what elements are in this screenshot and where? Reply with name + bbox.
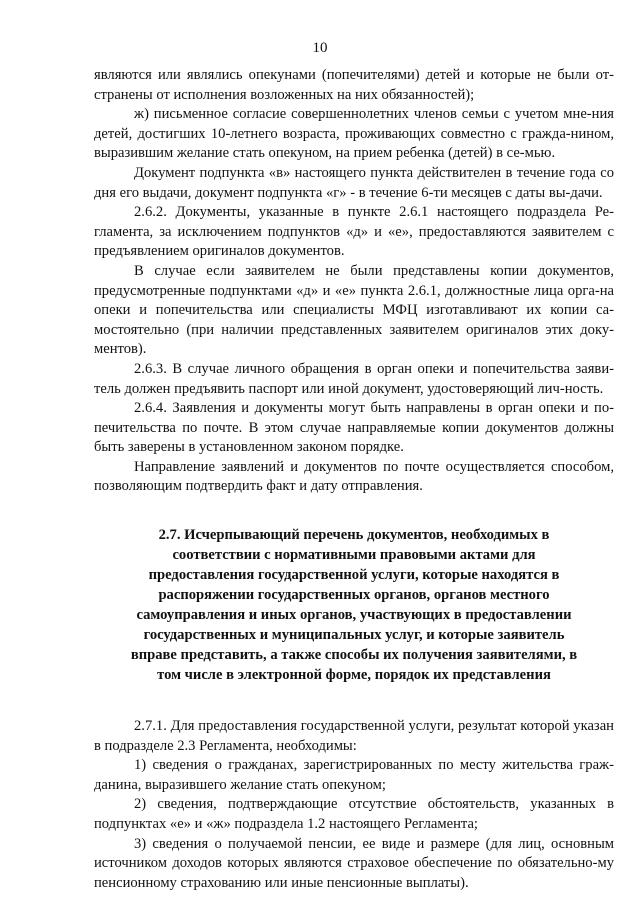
list-item-3: 3) сведения о получаемой пенсии, ее виде и размере (для лиц, основным источником доходов которых являются страховое обеспечение по обязательно-му пенсионному страхованию или иные пенсионные выплаты). bbox=[94, 835, 614, 891]
paragraph-continuation: являются или являлись опекунами (попечителями) детей и которые не были от-странены от исполнения возложенных на них обязанностей); bbox=[94, 67, 614, 103]
paragraph-copies: В случае если заявителем не были представлены копии документов, предусмотренные подпунктами «д» и «е» пункта 2.6.1, должностные лица орга-на опеки и попечительства или специалисты МФЦ изготавливают их копии са-мостоятельно (при наличии представленных заявителем оригиналов этих доку-ментов). bbox=[94, 262, 614, 358]
page-number: 10 bbox=[312, 40, 328, 56]
paragraph-2-6-3: 2.6.3. В случае личного обращения в орган опеки и попечительства заяви-тель должен предъявить паспорт или иной документ, удостоверяющий лич-ность. bbox=[94, 360, 614, 397]
paragraph-2-6-4: 2.6.4. Заявления и документы могут быть направлены в орган опеки и по-печительства по почте. В этом случае направляемые копии документов должны быть заверены в установленном законом порядке. bbox=[94, 400, 614, 456]
paragraph-validity: Документ подпункта «в» настоящего пункта действителен в течение года со дня его выдачи, документ подпункта «г» - в течение 6-ти месяцев с даты вы-дачи. bbox=[94, 164, 614, 201]
section-heading-2-7: 2.7. Исчерпывающий перечень документов, необходимых в соответствии с нормативными правовыми актами для предоставления государственной услуги, которые находятся в распоряжении государственных органов, органов местного самоуправления и иных органов, участвующих в предоставлении государственных и муниципальных услуг, и которые заявитель вправе представить, а также способы их получения заявителями, в том числе в электронной форме, порядок их представления bbox=[130, 527, 578, 684]
document-body bbox=[94, 66, 614, 893]
list-item-2: 2) сведения, подтверждающие отсутствие обстоятельств, указанных в подпунктах «е» и «ж» подраздела 1.2 настоящего Регламента; bbox=[94, 796, 614, 833]
paragraph-2-6-2: 2.6.2. Документы, указанные в пункте 2.6.1 настоящего подраздела Ре-гламента, за исключением подпунктов «д» и «е», предоставляются заявителем с предъявлением оригиналов документов. bbox=[94, 204, 614, 260]
list-item-1: 1) сведения о гражданах, зарегистрированных по месту жительства граж-данина, выразившего желание стать опекуном; bbox=[94, 757, 614, 793]
paragraph-item-zh: ж) письменное согласие совершеннолетних членов семьи с учетом мне-ния детей, достигших 10-летнего возраста, проживающих совместно с гражда-нином, выразившим желание стать опекуном, на прием ребенка (детей) в се-мью. bbox=[94, 106, 614, 162]
paragraph-postal: Направление заявлений и документов по почте осуществляется способом, позволяющим подтвердить факт и дату отправления. bbox=[94, 458, 614, 495]
paragraph-2-7-1: 2.7.1. Для предоставления государственной услуги, результат которой указан в подразделе 2.3 Регламента, необходимы: bbox=[94, 718, 614, 754]
